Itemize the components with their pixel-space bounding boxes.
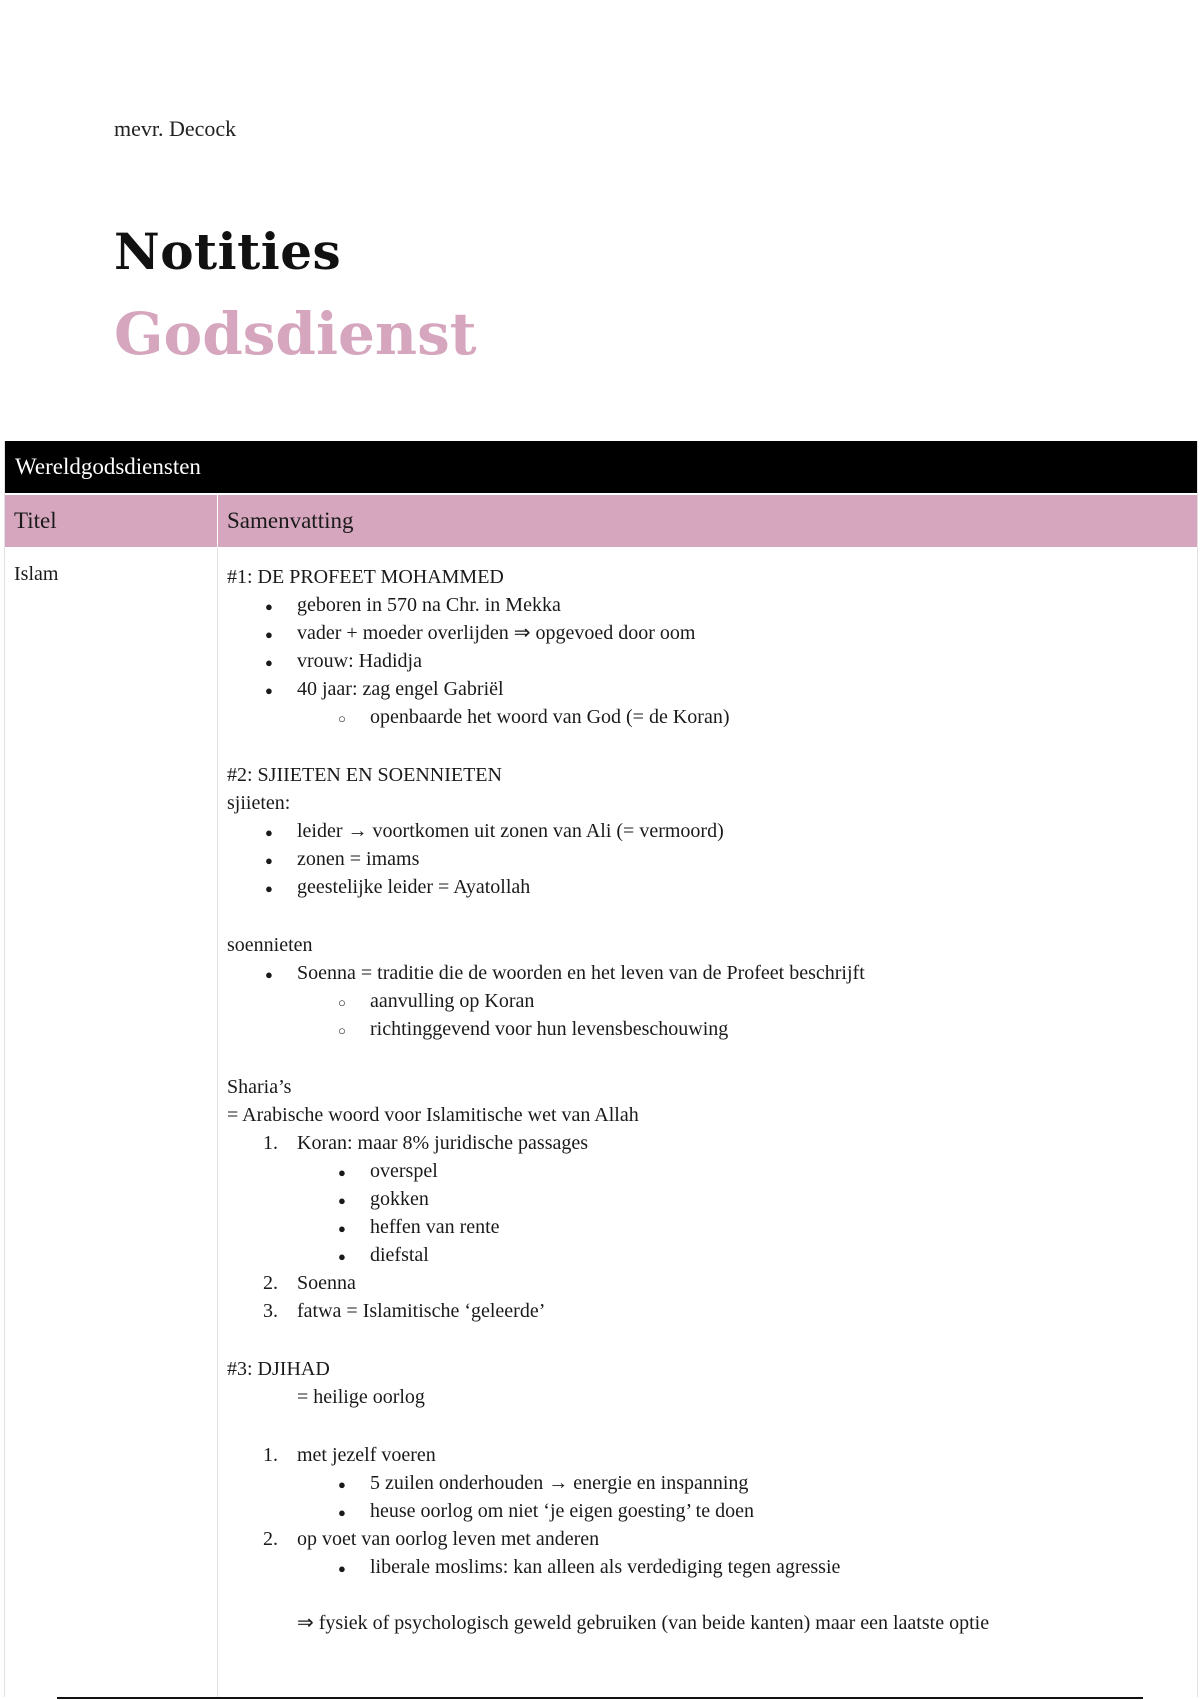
column-header-summary: Samenvatting [227,508,354,533]
bullet-dot-icon [265,817,273,847]
summary-line: diefstal [370,1244,429,1266]
summary-line: richtinggevend voor hun levensbeschouwing [370,1018,729,1040]
summary-line: vader + moeder overlijden ⇒ opgevoed door oom [297,622,696,644]
bullet-dot-icon [265,873,273,903]
summary-line: soennieten [227,934,313,956]
bullet-circle-icon [338,987,346,1017]
summary-line: geboren in 570 na Chr. in Mekka [297,594,561,616]
summary-line: #3: DJIHAD [227,1358,330,1380]
summary-line: fatwa = Islamitische ‘geleerde’ [297,1300,546,1322]
summary-line: op voet van oorlog leven met anderen [297,1528,600,1550]
summary-content [227,563,1197,1697]
bullet-dot-icon [265,675,273,705]
summary-line: #2: SJIIETEN EN SOENNIETEN [227,764,502,786]
page-title: Notities [114,222,342,281]
teacher-name: mevr. Decock [114,116,237,141]
bullet-dot-icon [338,1497,346,1527]
summary-line: aanvulling op Koran [370,990,535,1012]
bullet-dot-icon [265,619,273,649]
bullet-dot-icon [338,1553,346,1583]
table-header-row [5,493,1197,547]
summary-line: gokken [370,1188,429,1210]
summary-line: geestelijke leider = Ayatollah [297,876,531,898]
bullet-dot-icon [338,1469,346,1499]
summary-line: Soenna [297,1272,356,1294]
summary-line: 5 zuilen onderhouden → energie en inspanning [370,1472,749,1494]
bullet-dot-icon [338,1157,346,1187]
summary-line: ⇒ fysiek of psychologisch geweld gebruiken (van beide kanten) maar een laatste optie [297,1612,990,1634]
summary-line: vrouw: Hadidja [297,650,422,672]
table-row [5,547,1197,1697]
summary-line: zonen = imams [297,848,420,870]
summary-line: Koran: maar 8% juridische passages [297,1132,589,1154]
summary-line: overspel [370,1160,438,1182]
summary-line: 40 jaar: zag engel Gabriël [297,678,504,700]
summary-line: met jezelf voeren [297,1444,436,1466]
page-divider [57,1697,1143,1699]
row-title: Islam [5,547,218,1697]
bullet-dot-icon [338,1185,346,1215]
summary-line: Soenna = traditie die de woorden en het leven van de Profeet beschrijft [297,962,865,984]
list-number: 1. [263,1444,278,1466]
list-number: 2. [263,1528,278,1550]
summary-line: = heilige oorlog [297,1386,425,1408]
bullet-circle-icon [338,1015,346,1045]
summary-line: = Arabische woord voor Islamitische wet van Allah [227,1104,639,1126]
summary-line: heffen van rente [370,1216,500,1238]
list-number: 3. [263,1300,278,1322]
summary-line: leider → voortkomen uit zonen van Ali (= vermoord) [297,820,724,842]
bullet-dot-icon [265,845,273,875]
table-caption: Wereldgodsdiensten [5,441,1197,493]
page-subtitle: Godsdienst [114,300,477,368]
bullet-dot-icon [265,647,273,677]
bullet-dot-icon [338,1241,346,1271]
row-summary [218,547,1197,1697]
summary-line: liberale moslims: kan alleen als verdediging tegen agressie [370,1556,841,1578]
bullet-dot-icon [265,591,273,621]
summary-line: heuse oorlog om niet ‘je eigen goesting’ te doen [370,1500,754,1522]
list-number: 2. [263,1272,278,1294]
summary-line: openbaarde het woord van God (= de Koran) [370,706,730,728]
bullet-dot-icon [265,959,273,989]
column-header-title: Titel [5,495,218,547]
bullet-circle-icon [338,703,346,733]
summary-line: #1: DE PROFEET MOHAMMED [227,566,504,588]
summary-line: Sharia’s [227,1076,292,1098]
list-number: 1. [263,1132,278,1154]
summary-line: sjiieten: [227,792,291,814]
summary-table [4,441,1198,1697]
bullet-dot-icon [338,1213,346,1243]
